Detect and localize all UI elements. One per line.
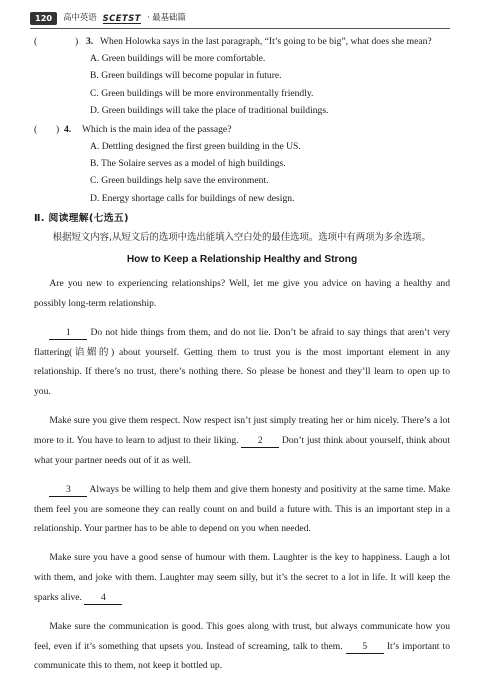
option-d[interactable]: D. Green buildings will take the place of traditional buildings. [90, 104, 329, 116]
passage-paragraph-2: 1 Do not hide things from them, and do not lie. Don’t be afraid to say things that aren’t very flattering(谄媚的) about yourself. Getting them to trust you is the most important element in any relationship. If there’s no trust, there’s nothing there. So please be honest and they’ll learn to open up to you. [34, 327, 450, 398]
section-title: Ⅱ. 阅读理解(七选五) [34, 212, 129, 224]
passage-title: How to Keep a Relationship Healthy and Strong [126, 254, 358, 266]
passage-paragraph-6: Make sure the communication is good. This goes along with trust, but always communicate how you feel, even if it’s something that upsets you. Instead of screaming, talk to them. 5 It’s important to communicate this to them, not keep it bottled up. [34, 621, 451, 672]
series-logo: SCETST [102, 12, 141, 23]
option-c[interactable]: C. Green buildings will be more environmentally friendly. [90, 87, 314, 99]
question-4 [34, 124, 450, 137]
passage-paragraph-5: Make sure you have a good sense of humour with them. Laughter is the key to happiness. Laugh a lot with them, and joke with them. Laughter may seem silly, but it’s the secret to a lot in life. It will keep the sparks alive. 4 [34, 552, 450, 603]
page-header [30, 8, 450, 29]
question-3-options [34, 53, 450, 118]
question-4-options [34, 141, 450, 206]
blank-4[interactable]: 4 [84, 592, 122, 605]
option-a[interactable]: A. Dettling designed the first green building in the US. [90, 140, 301, 152]
blank-3[interactable]: 3 [49, 484, 87, 497]
question-number: 3. [86, 36, 94, 47]
question-stem: When Holowka says in the last paragraph, “It’s going to be big”, what does she mean? [100, 36, 432, 47]
answer-bracket[interactable]: ( ) [34, 36, 79, 47]
page-content [34, 36, 450, 686]
passage-paragraph-4: 3 Always be willing to help them and give them honesty and positivity at the same time. Make them feel you are someone they can really count on and build a future with. This is an important step in a relationship. Your partner has to be able to depend on you when needed. [34, 483, 450, 535]
option-a[interactable]: A. Green buildings will be more comfortable. [90, 52, 266, 64]
question-stem: Which is the main idea of the passage? [82, 123, 232, 135]
page-number: 120 [30, 12, 57, 25]
book-title: 高中英语 [63, 12, 97, 23]
book-subtitle: · 最基础篇 [146, 12, 186, 23]
blank-5[interactable]: 5 [346, 641, 384, 654]
option-c[interactable]: C. Green buildings help save the environment. [90, 175, 269, 187]
blank-1[interactable]: 1 [49, 327, 87, 340]
option-b[interactable]: B. Green buildings will become popular in future. [90, 70, 282, 82]
passage-paragraph-1: Are you new to experiencing relationships? Well, let me give you advice on having a healthy and possibly long-term relationship. [34, 278, 450, 309]
answer-bracket[interactable]: ( ) [34, 123, 60, 135]
question-number: 4. [64, 123, 72, 135]
question-3 [34, 36, 450, 49]
option-b[interactable]: B. The Solaire serves as a model of high buildings. [90, 158, 286, 170]
option-d[interactable]: D. Energy shortage calls for buildings of new design. [90, 192, 295, 204]
blank-2[interactable]: 2 [241, 435, 279, 448]
section-instruction: 根据短文内容,从短文后的选项中选出能填入空白处的最佳选项。选项中有两项为多余选项。 [52, 231, 431, 243]
passage-paragraph-3: Make sure you give them respect. Now respect isn’t just simply treating her or him nicely. There’s a lot more to it. You have to learn to adjust to their liking. 2 Don’t just think about yourself, think about what your partner needs out of it as well. [34, 415, 450, 466]
